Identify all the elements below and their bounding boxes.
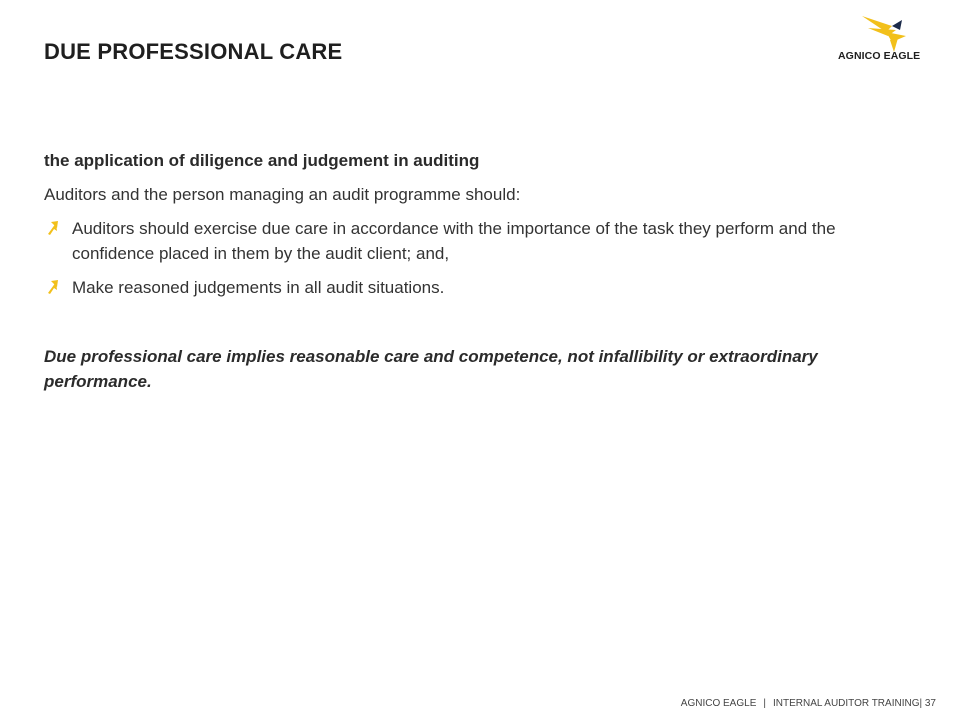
intro-text: Auditors and the person managing an audit programme should: bbox=[44, 185, 521, 204]
arrow-up-right-icon bbox=[44, 278, 60, 296]
bullet-list bbox=[44, 216, 904, 300]
company-logo bbox=[836, 10, 946, 66]
page-title: DUE PROFESSIONAL CARE bbox=[44, 39, 343, 64]
footer bbox=[681, 698, 936, 709]
arrow-up-right-icon bbox=[44, 219, 60, 237]
bullet-item bbox=[44, 216, 904, 266]
footer-page-separator: | bbox=[919, 698, 923, 709]
footer-company: AGNICO EAGLE bbox=[680, 698, 757, 709]
bullet-item bbox=[44, 275, 904, 300]
logo-wordmark: AGNICO EAGLE bbox=[838, 50, 921, 62]
bullet-text: Make reasoned judgements in all audit situations. bbox=[72, 278, 445, 297]
eagle-wing-icon bbox=[862, 12, 908, 52]
footer-course: INTERNAL AUDITOR TRAINING bbox=[772, 698, 920, 709]
bullet-text: Auditors should exercise due care in accordance with the importance of the task they perform and the confidence placed in them by the audit client; and, bbox=[72, 219, 836, 263]
subtitle: the application of diligence and judgement in auditing bbox=[44, 151, 480, 170]
slide-body bbox=[44, 148, 904, 394]
page-number: 37 bbox=[924, 698, 936, 709]
footer-separator: | bbox=[763, 698, 766, 709]
emphasis-note: Due professional care implies reasonable care and competence, not infallibility or extraordinary performance. bbox=[44, 347, 818, 391]
